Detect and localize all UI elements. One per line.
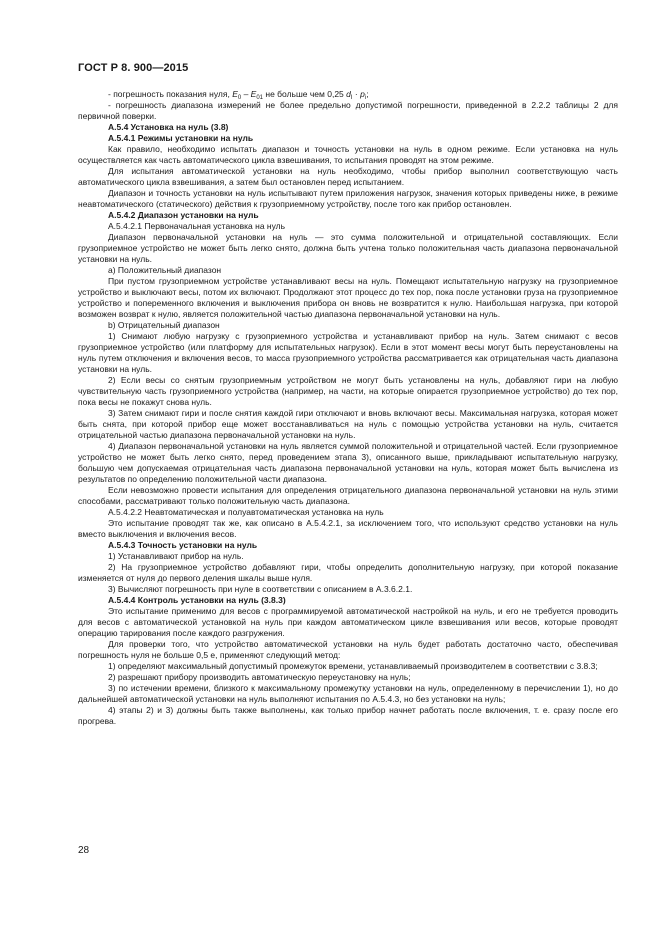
paragraph: 1) Устанавливают прибор на нуль. [108,551,244,561]
formula-subscript-0: 0 [237,95,242,101]
zero-error-text: - погрешность показания нуля, [108,89,233,99]
zero-error-line [78,89,618,100]
formula-symbol-p: p [360,89,365,99]
formula-operator: – [241,89,251,99]
section-heading: А.5.4 Установка на нуль (3.8) [108,122,229,132]
page-number: 28 [78,845,90,856]
paragraph: 2) Если весы со снятым грузоприемным устройством не могут быть установлены на нуль, добавляют гири на любую чувствительную часть грузоприемного устройства (например, на части, на которые опирается грузоприемное устройство) до тех пор, пока весы не покажут снова нуль. [78,375,618,407]
paragraph: Диапазон и точность установки на нуль испытывают путем приложения нагрузок, значения которых приведены ниже, в режиме неавтоматического (статического) действия к грузоприемному устройству, после того как прибор остановлен. [78,188,618,209]
paragraph: 3) Затем снимают гири и после снятия каждой гири отключают и вновь включают весы. Максимальная нагрузка, которая может быть снята, при которой прибор еще может восстанавливаться на нуль с помощью устройства установки на нуль, считается отрицательной частью диапазона первоначальной установки на нуль. [78,408,618,440]
paragraph: 2) На грузоприемное устройство добавляют гири, чтобы определить дополнительную нагрузку, при которой показание изменяется от нуля до первого деления шкалы выше нуля. [78,562,618,583]
paragraph: b) Отрицательный диапазон [108,320,220,330]
formula-symbol-e01: E [250,89,257,99]
formula-subscript-i2: i [364,95,367,101]
zero-error-end: ; [366,89,369,99]
paragraph: А.5.4.2.1 Первоначальная установка на нуль [108,221,286,231]
paragraph: 3) Вычисляют погрешность при нуле в соответствии с описанием в А.3.6.2.1. [108,584,413,594]
section-heading: А.5.4.3 Точность установки на нуль [108,540,258,550]
paragraph: Для испытания автоматической установки на нуль необходимо, чтобы прибор выполнил соответствующую часть автоматического цикла взвешивания, а затем был остановлен перед испытанием. [78,166,618,187]
formula-multiply: · [352,89,361,99]
formula-subscript-i1: I [350,95,353,101]
paragraph: Это испытание проводят так же, как описано в А.5.4.2.1, за исключением того, что используют средство установки на нуль вместо выключения и включения весов. [78,518,618,539]
formula-subscript-01: 01 [256,95,264,101]
standard-code-header: ГОСТ Р 8. 900—2015 [78,62,189,74]
paragraph: 4) Диапазон первоначальной установки на нуль является суммой положительной и отрицательной частей. Если грузоприемное устройство не может быть легко снято, перед проведением этапа 3), описанного выше, прикладывают испытательную нагрузку, большую чем допускаемая отрицательная часть диапазона первоначальной установки на нуль, которая может быть вычислена из результатов по определению положительной части диапазона. [78,441,618,484]
sections-container [78,122,618,727]
paragraph: А.5.4.2.2 Неавтоматическая и полуавтоматическая установка на нуль [108,507,384,517]
paragraph: Это испытание применимо для весов с программируемой автоматической настройкой на нуль, и его не требуется проводить для весов с автоматической установкой на нуль при каждом автоматическом цикле взвешивания или весов, которые проводят операцию тарирования после каждого разгружения. [78,606,618,638]
formula-symbol-e0: E [232,89,238,99]
section-heading: А.5.4.2 Диапазон установки на нуль [108,210,259,220]
paragraph: Для проверки того, что устройство автоматической установки на нуль будет работать достаточно часто, обеспечивая погрешность нуля не больше 0,5 е, применяют следующий метод: [78,639,618,660]
zero-error-text-mid: не больше чем 0,25 [263,89,347,99]
paragraph: 1) определяют максимальный допустимый промежуток времени, устанавливаемый производителем в соответствии с 3.8.3; [108,661,598,671]
paragraph: 4) этапы 2) и 3) должны быть также выполнены, как только прибор начнет работать после включения, т. е. сразу после его прогрева. [78,705,618,726]
document-body [78,89,618,727]
formula-symbol-d: d [346,89,351,99]
paragraph: Диапазон первоначальной установки на нуль — это сумма положительной и отрицательной составляющих. Если грузоприемное устройство не может быть легко снято, должна быть учтена только положительная часть диапазона первоначальной установки на нуль. [78,232,618,264]
paragraph: Если невозможно провести испытания для определения отрицательного диапазона первоначальной установки на нуль этими способами, рассматривают только положительную часть диапазона. [78,485,618,506]
paragraph: а) Положительный диапазон [108,265,222,275]
section-heading: А.5.4.4 Контроль установки на нуль (3.8.3) [108,595,286,605]
paragraph: 3) по истечении времени, близкого к максимальному промежутку установки на нуль, определенному в перечислении 1), но до дальнейшей автоматической установки на нуль выполняют испытания по А.5.4.3, но без установки на нуль; [78,683,618,704]
paragraph: 1) Снимают любую нагрузку с грузоприемного устройства и устанавливают прибор на нуль. Затем снимают с весов грузоприемное устройство (или платформу для испытательных нагрузок). Если в этот момент весы могут быть переустановлены на нуль путем отключения и включения весов, то масса грузоприемного устройства рассматривается как отрицательная часть диапазона установки на нуль. [78,331,618,374]
paragraph: При пустом грузоприемном устройстве устанавливают весы на нуль. Помещают испытательную нагрузку на грузоприемное устройство и выключают весы, потом их включают. Продолжают этот процесс до тех пор, пока после установки груза на грузоприемное устройство и попеременного включения и выключения прибора он вновь не возвратится к нулю. Наибольшая нагрузка, при которой возможен возврат к нулю, является положительной частью диапазона первоначальной установки на нуль. [78,276,618,319]
paragraph: 2) разрешают прибору производить автоматическую переустановку на нуль; [108,672,411,682]
section-heading: А.5.4.1 Режимы установки на нуль [108,133,254,143]
paragraph: Как правило, необходимо испытать диапазон и точность установки на нуль в одном режиме. Если установка на нуль осуществляется как часть автоматического цикла взвешивания, то испытания проводят на этом режиме. [78,144,618,165]
range-error-line: - погрешность диапазона измерений не более предельно допустимой погрешности, приведенной в 2.2.2 таблицы 2 для первичной поверки. [78,100,618,121]
